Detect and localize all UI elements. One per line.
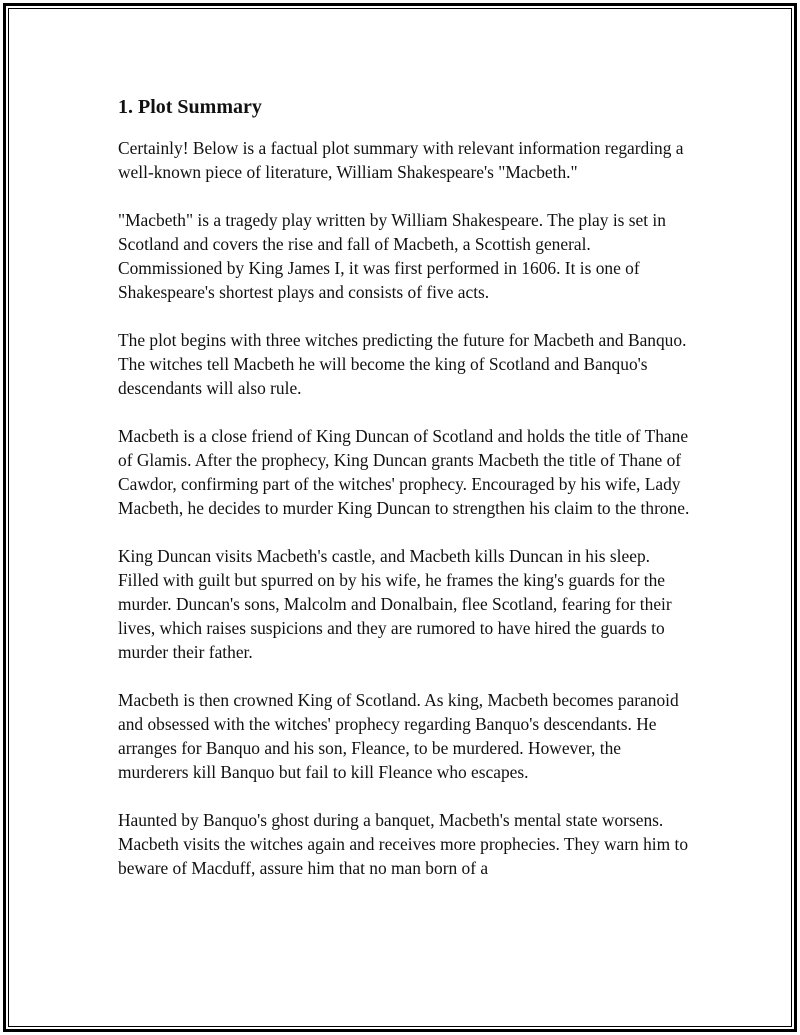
paragraph-overview: "Macbeth" is a tragedy play written by William Shakespeare. The play is set in Scotland and covers the rise and fall of Macbeth, a Scottish general. Commissioned by King James I, it was first performed in 1606. It is one of Shakespeare's shortest plays and consists of five acts. — [118, 210, 666, 302]
paragraph-banquet: Haunted by Banquo's ghost during a banquet, Macbeth's mental state worsens. Macbeth visits the witches again and receives more prophecies. They warn him to beware of Macduff, assure him that no man born of a — [118, 810, 689, 878]
paragraph-intro: Certainly! Below is a factual plot summary with relevant information regarding a well-known piece of literature, William Shakespeare's "Macbeth." — [118, 138, 684, 182]
paragraph-murder: King Duncan visits Macbeth's castle, and Macbeth kills Duncan in his sleep. Filled with guilt but spurred on by his wife, he frames the king's guards for the murder. Duncan's sons, Malcolm and Donalbain, flee Scotland, fearing for their lives, which raises suspicions and they are rumored to have hired the guards to murder their father. — [118, 546, 672, 662]
paragraph-thane: Macbeth is a close friend of King Duncan of Scotland and holds the title of Thane of Glamis. After the prophecy, King Duncan grants Macbeth the title of Thane of Cawdor, confirming part of the witches' prophecy. Encouraged by his wife, Lady Macbeth, he decides to murder King Duncan to strengthen his claim to the throne. — [118, 426, 690, 518]
paragraph-king: Macbeth is then crowned King of Scotland. As king, Macbeth becomes paranoid and obsessed with the witches' prophecy regarding Banquo's descendants. He arranges for Banquo and his son, Fleance, to be murdered. However, the murderers kill Banquo but fail to kill Fleance who escapes. — [118, 690, 679, 782]
paragraph-witches: The plot begins with three witches predicting the future for Macbeth and Banquo. The witches tell Macbeth he will become the king of Scotland and Banquo's descendants will also rule. — [118, 330, 687, 398]
document-body — [118, 94, 693, 904]
section-title: 1. Plot Summary — [118, 96, 262, 118]
